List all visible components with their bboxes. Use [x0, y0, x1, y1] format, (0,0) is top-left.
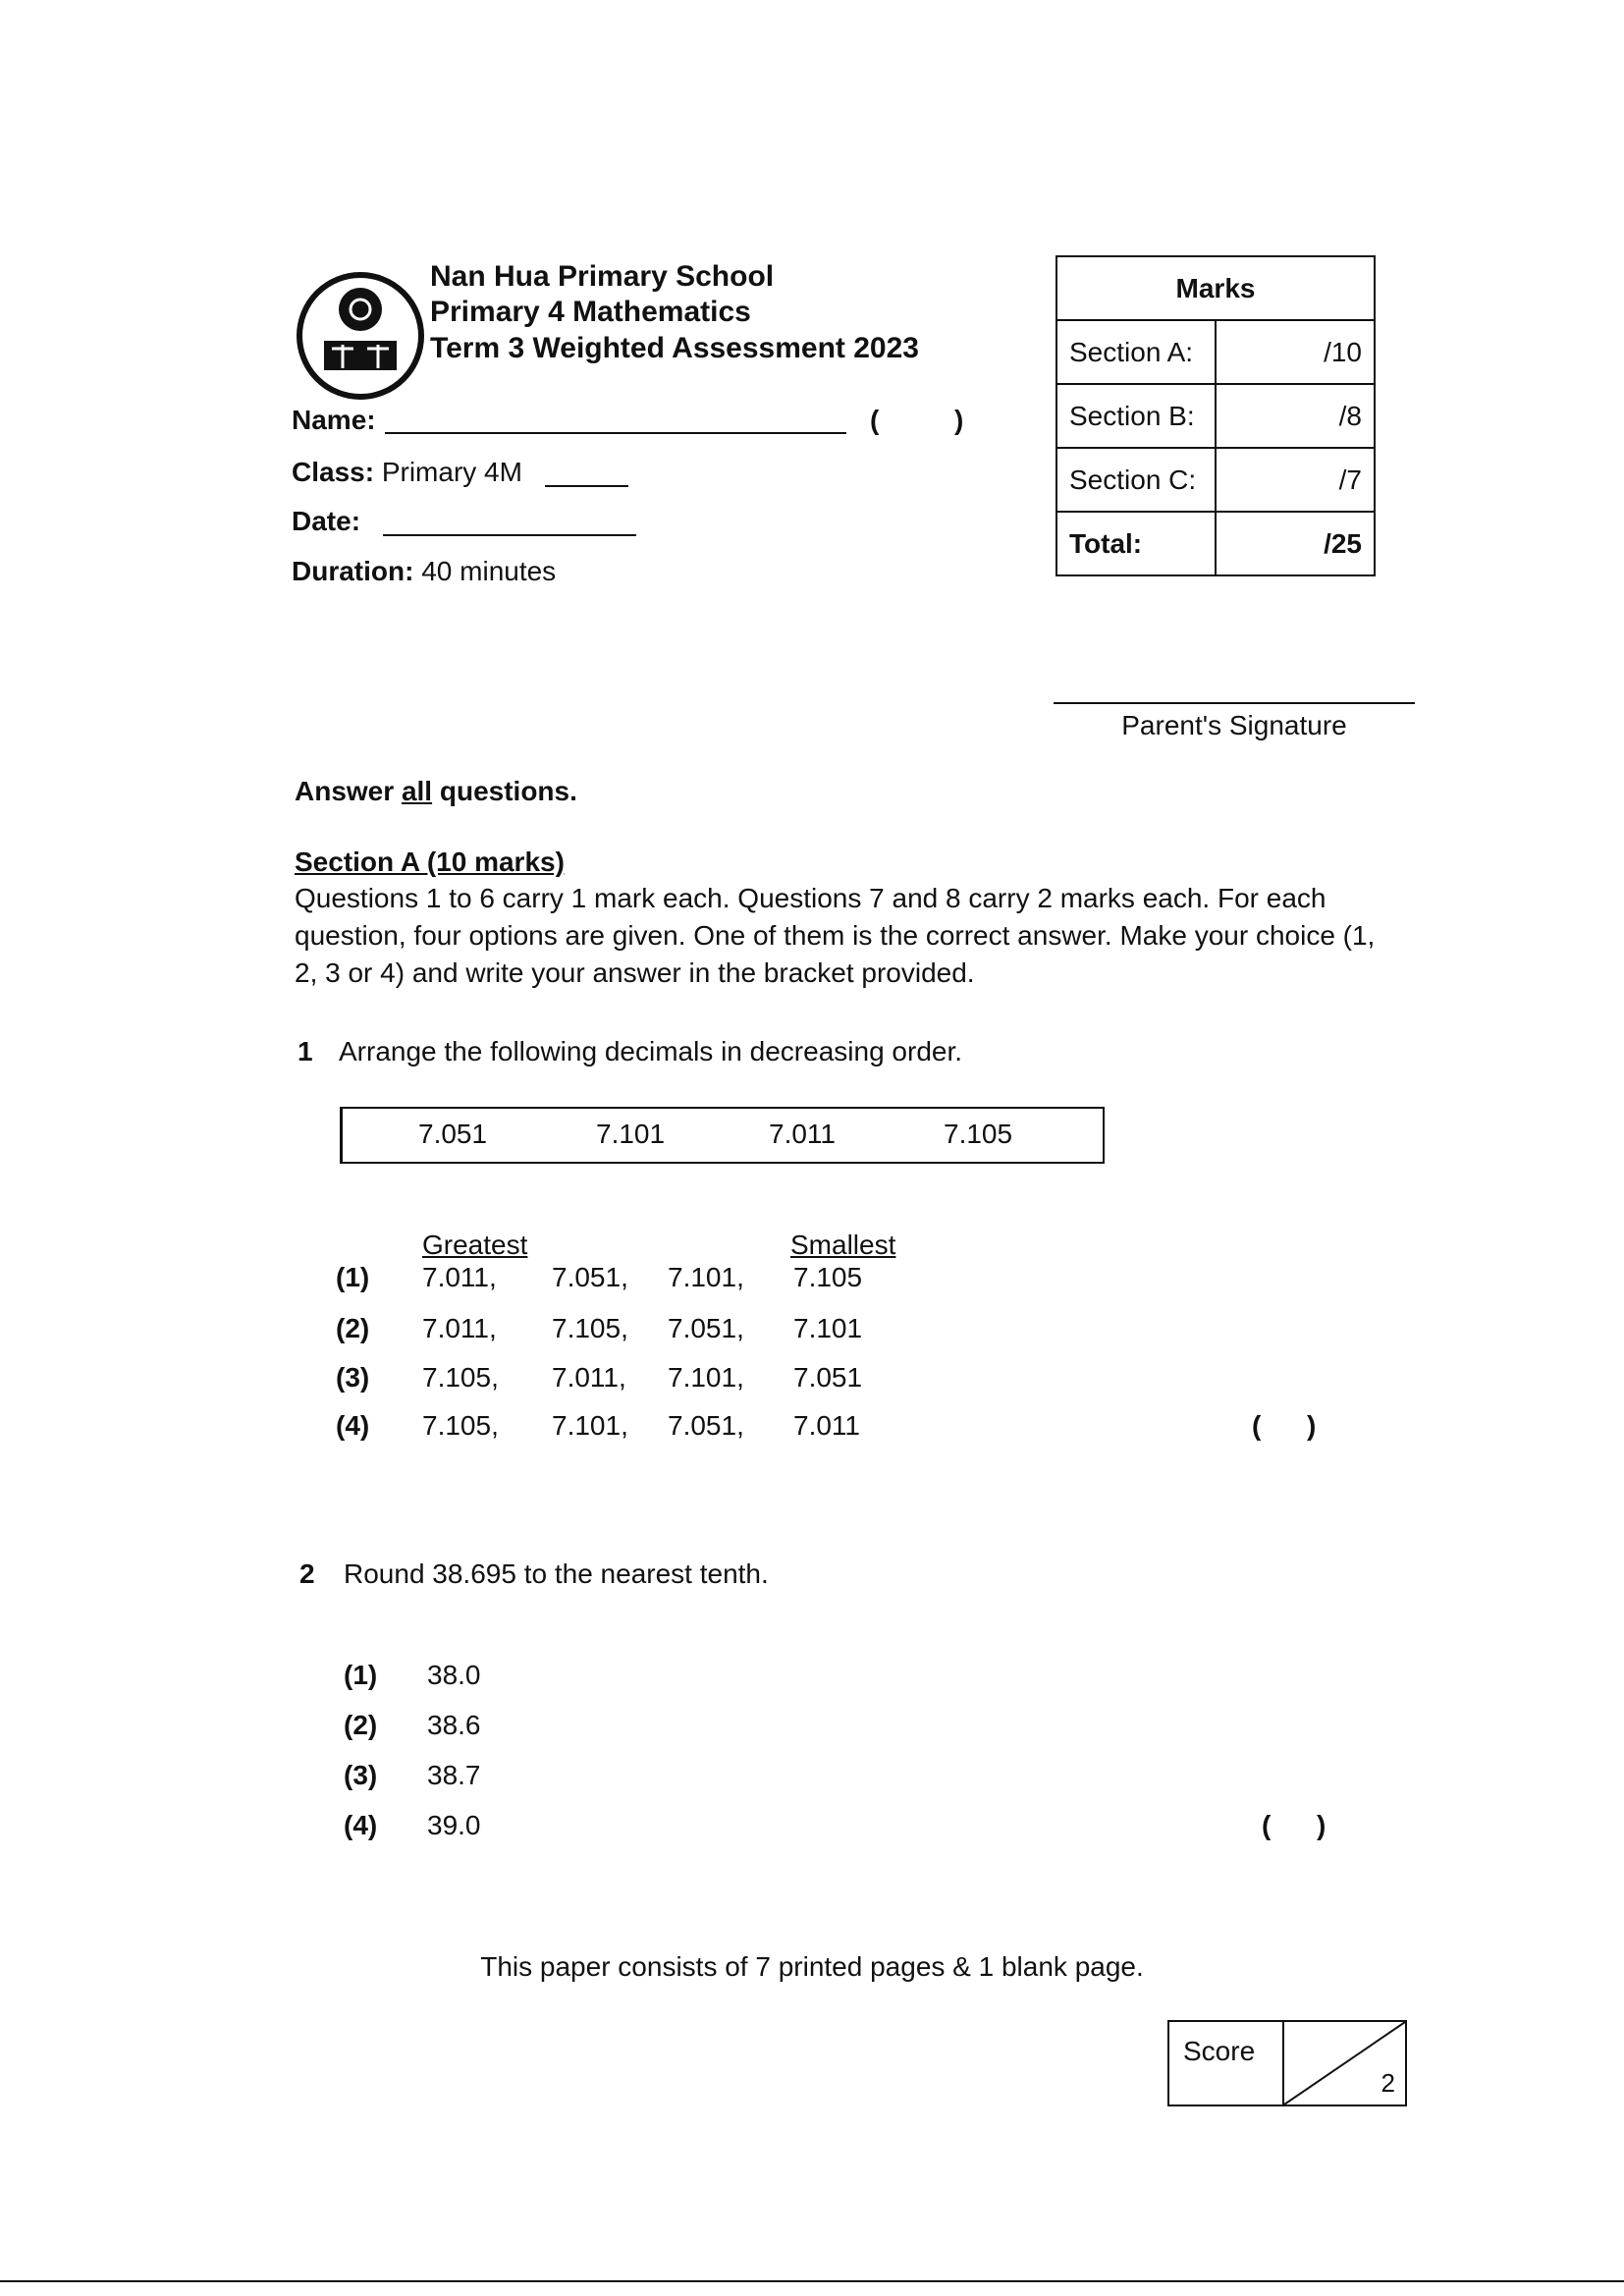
q1-number: 1 — [298, 1036, 313, 1066]
subject-title: Primary 4 Mathematics — [430, 296, 751, 328]
q1-text: Arrange the following decimals in decreasing order. — [339, 1036, 963, 1066]
duration-label: Duration: — [292, 556, 414, 586]
score-label: Score — [1183, 2036, 1256, 2066]
page-number: 2 — [1380, 2068, 1395, 2098]
class-field — [292, 457, 522, 488]
marks-row-total: Total: /25 — [1056, 512, 1375, 575]
q2-answer-bracket[interactable]: ( ) — [1262, 1810, 1326, 1840]
class-value: Primary 4M — [381, 457, 522, 487]
marks-row-section-a: Section A: /10 — [1056, 320, 1375, 384]
parent-signature-label: Parent's Signature — [1121, 710, 1347, 740]
date-field — [292, 506, 360, 537]
marks-table — [1056, 255, 1376, 576]
q1-decimal: 7.011 — [769, 1119, 836, 1149]
school-crest-icon — [295, 270, 427, 403]
section-a-instructions: Questions 1 to 6 carry 1 mark each. Questions 7 and 8 carry 2 marks each. For each question, four options are given. One of them is the correct answer. Make your choice (1, 2, 3 or 4) and write your answer in the bracket provided. — [295, 883, 1376, 988]
q1-greatest-label: Greatest — [422, 1230, 528, 1260]
name-label: Name: — [292, 405, 376, 435]
q1-decimal: 7.101 — [596, 1119, 666, 1149]
school-name: Nan Hua Primary School — [430, 260, 775, 293]
q2-number: 2 — [299, 1558, 315, 1589]
register-bracket-open: ( — [870, 405, 880, 435]
score-box — [1167, 2020, 1407, 2106]
answer-all-instruction: Answer all questions. — [295, 776, 577, 806]
name-field — [292, 405, 376, 436]
name-blank[interactable] — [385, 432, 846, 434]
assessment-title: Term 3 Weighted Assessment 2023 — [430, 332, 919, 364]
class-label: Class: — [292, 457, 375, 487]
register-bracket-close: ) — [954, 405, 964, 435]
q1-decimals-box — [340, 1107, 1105, 1164]
section-a-title: Section A (10 marks) — [295, 847, 565, 877]
q1-answer-bracket[interactable]: ( ) — [1252, 1410, 1317, 1441]
marks-row-section-b: Section B: /8 — [1056, 384, 1375, 448]
date-label: Date: — [292, 506, 361, 536]
q1-decimal: 7.051 — [418, 1119, 488, 1149]
marks-row-section-c: Section C: /7 — [1056, 448, 1375, 512]
q1-decimal: 7.105 — [944, 1119, 1013, 1149]
footer-page-note: This paper consists of 7 printed pages & 1 blank page. — [480, 1951, 1144, 1982]
bottom-rule — [0, 2280, 1624, 2282]
date-blank[interactable] — [383, 534, 636, 536]
q1-smallest-label: Smallest — [790, 1230, 896, 1260]
q2-text: Round 38.695 to the nearest tenth. — [344, 1558, 769, 1589]
marks-title: Marks — [1056, 256, 1375, 320]
duration-value: 40 minutes — [421, 556, 557, 586]
duration-field — [292, 556, 556, 587]
parent-signature-line[interactable] — [1054, 702, 1415, 704]
class-blank[interactable] — [545, 485, 628, 487]
